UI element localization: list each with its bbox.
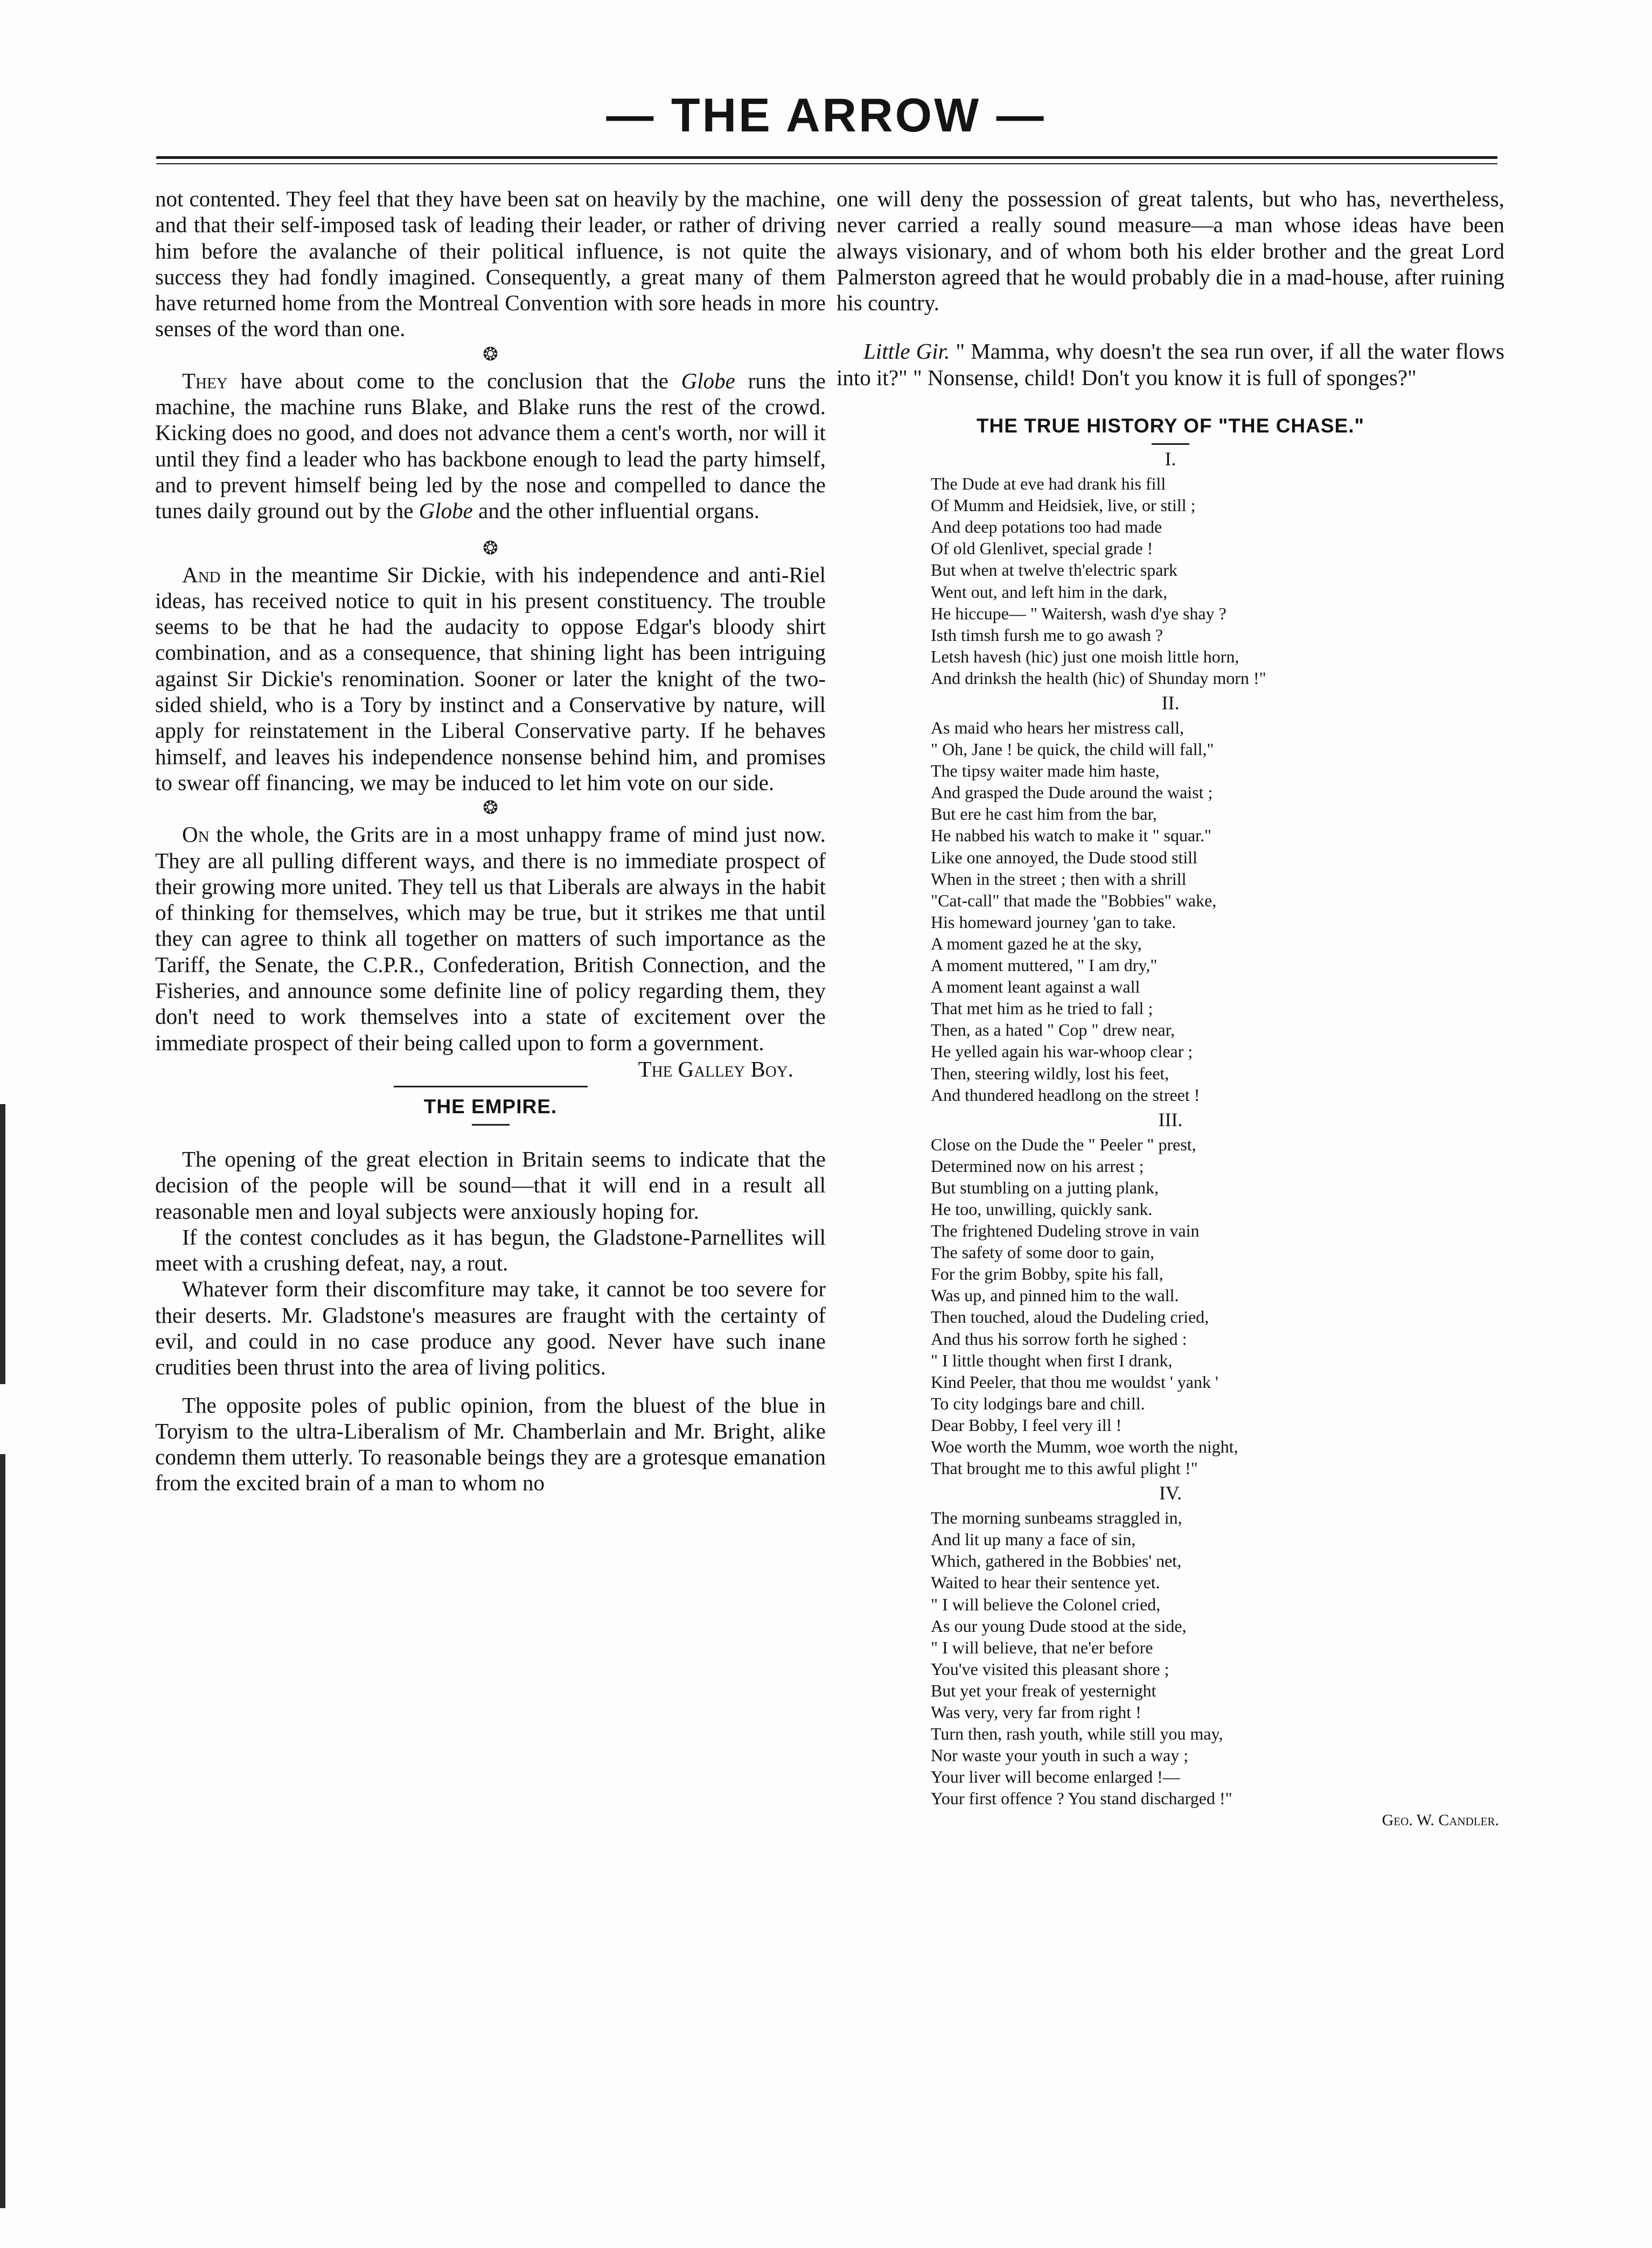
poem-line: He hiccupe— " Waitersh, wash d'ye shay ?: [931, 603, 1226, 623]
poem-signature: Geo. W. Candler.: [1382, 1811, 1499, 1829]
poem-line: " I will believe, that ne'er before: [931, 1637, 1153, 1657]
margin-scan-mark: [0, 1104, 5, 1384]
poem-line: And thus his sorrow forth he sighed :: [931, 1329, 1187, 1349]
margin-scan-mark: [0, 1454, 5, 2208]
poem-line: As maid who hears her mistress call,: [931, 718, 1184, 738]
ornament-divider: ❂: [483, 538, 498, 558]
poem-line: To city lodgings bare and chill.: [931, 1393, 1145, 1413]
poem-line: "Cat-call" that made the "Bobbies" wake,: [931, 890, 1217, 910]
poem-line: And lit up many a face of sin,: [931, 1530, 1136, 1549]
poem-line: Determined now on his arrest ;: [931, 1156, 1144, 1176]
signature: The Galley Boy.: [638, 1056, 793, 1081]
poem-line: A moment muttered, " I am dry,": [931, 955, 1158, 975]
section-title: THE EMPIRE.: [423, 1095, 557, 1118]
poem-line: But ere he cast him from the bar,: [931, 804, 1157, 824]
stanza-number: IV.: [1159, 1482, 1182, 1504]
poem-line: Then, steering wildly, lost his feet,: [931, 1063, 1169, 1083]
poem-line: He nabbed his watch to make it " squar.": [931, 826, 1212, 846]
poem-line: His homeward journey 'gan to take.: [931, 912, 1176, 932]
poem-line: The frightened Dudeling strove in vain: [931, 1221, 1200, 1241]
poem-line: Kind Peeler, that thou me wouldst ' yank ': [931, 1372, 1218, 1392]
poem-stanza: [931, 717, 1504, 1106]
poem-line: The tipsy waiter made him haste,: [931, 761, 1160, 781]
poem-line: You've visited this pleasant shore ;: [931, 1659, 1169, 1679]
poem-line: Then, as a hated " Cop " drew near,: [931, 1020, 1175, 1040]
poem-title: THE TRUE HISTORY OF "THE CHASE.": [976, 415, 1365, 437]
poem-line: That met him as he tried to fall ;: [931, 999, 1153, 1018]
poem-line: A moment gazed he at the sky,: [931, 933, 1142, 953]
paragraph: Whatever form their discomfiture may take, it cannot be too severe for their deserts. Mr. Gladstone's measures are fraught with the certainty of evil, and could in no case produce any good. Never have such inane crudities been thrust into the area of living politics.: [155, 1276, 826, 1380]
poem-line: Turn then, rash youth, while still you may,: [931, 1724, 1223, 1744]
stanza-number: II.: [1161, 692, 1180, 714]
poem-line: A moment leant against a wall: [931, 977, 1140, 997]
poem-line: Like one annoyed, the Dude stood still: [931, 847, 1198, 867]
poem-line: Went out, and left him in the dark,: [931, 582, 1168, 602]
poem-line: Waited to hear their sentence yet.: [931, 1573, 1160, 1593]
stanza-number: I.: [1165, 448, 1176, 470]
poem-line: " Oh, Jane ! be quick, the child will fall,": [931, 739, 1214, 759]
poem-line: The safety of some door to gain,: [931, 1242, 1154, 1262]
poem-line: The Dude at eve had drank his fill: [931, 474, 1166, 494]
paragraph: On the whole, the Grits are in a most unhappy frame of mind just now. They are all pulling different ways, and there is no immediate prospect of their growing more united. They tell us that Liberals are always in the habit of thinking for themselves, which may be true, but it strikes me that until they can agree to think all together on matters of such importance as the Tariff, the Senate, the C.P.R., Confederation, British Connection, and the Fisheries, and announce some definite line of policy regarding them, they don't need to work themselves into a state of excitement over the immediate prospect of their being called upon to form a government.: [155, 822, 826, 1055]
poem-line: For the grim Bobby, spite his fall,: [931, 1264, 1163, 1284]
stanza-number: III.: [1158, 1108, 1183, 1130]
paragraph: The opposite poles of public opinion, from the bluest of the blue in Toryism to the ultra-Liberalism of Mr. Chamberlain and Mr. Bright, alike condemn them utterly. To reasonable beings they are a grotesque emanation from the excited brain of a man to whom no: [155, 1392, 826, 1496]
title-rule: [472, 1124, 510, 1126]
poem-line: Woe worth the Mumm, woe worth the night,: [931, 1437, 1238, 1457]
poem-line: Of Mumm and Heidsiek, live, or still ;: [931, 495, 1196, 515]
poem-line: Nor waste your youth in such a way ;: [931, 1746, 1189, 1765]
poem-line: Letsh havesh (hic) just one moish little horn,: [931, 646, 1239, 666]
masthead-rule: [156, 156, 1497, 159]
poem-line: Was up, and pinned him to the wall.: [931, 1286, 1179, 1305]
poem-line: Was very, very far from right !: [931, 1702, 1141, 1722]
poem-line: Which, gathered in the Bobbies' net,: [931, 1551, 1182, 1571]
poem-line: But stumbling on a jutting plank,: [931, 1177, 1159, 1197]
left-column: [155, 186, 826, 1496]
poem-line: Close on the Dude the " Peeler " prest,: [931, 1134, 1196, 1154]
poem-line: And deep potations too had made: [931, 517, 1162, 537]
ornament-divider: ❂: [483, 344, 498, 365]
poem-line: When in the street ; then with a shrill: [931, 869, 1187, 889]
ornament-divider: ❂: [483, 798, 498, 819]
poem-line: " I will believe the Colonel cried,: [931, 1594, 1161, 1614]
poem-line: And thundered headlong on the street !: [931, 1085, 1200, 1105]
poem-line: That brought me to this awful plight !": [931, 1458, 1198, 1478]
paragraph: Little Gir. " Mamma, why doesn't the sea run over, if all the water flows into it?" " Nonsense, child! Don't you know it is full of sponges?": [837, 339, 1505, 390]
paragraph: If the contest concludes as it has begun, the Gladstone-Parnellites will meet with a crushing defeat, nay, a rout.: [155, 1224, 826, 1276]
poem-line: " I little thought when first I drank,: [931, 1350, 1173, 1370]
poem-line: He yelled again his war-whoop clear ;: [931, 1042, 1193, 1062]
masthead-title: — THE ARROW —: [606, 88, 1046, 142]
poem-line: Isth timsh fursh me to go awash ?: [931, 625, 1163, 645]
poem-line: But yet your freak of yesternight: [931, 1680, 1156, 1700]
masthead-rule-thin: [156, 163, 1497, 164]
poem-line: He too, unwilling, quickly sank.: [931, 1199, 1153, 1219]
poem-stanza: [931, 1134, 1504, 1479]
right-column: [837, 186, 1504, 1831]
poem-stanza: [931, 473, 1504, 689]
poem-line: The morning sunbeams straggled in,: [931, 1508, 1182, 1528]
section-rule: [394, 1086, 588, 1087]
poem-line: And drinksh the health (hic) of Shunday morn !": [931, 668, 1266, 688]
poem-line: Your liver will become enlarged !—: [931, 1767, 1180, 1787]
poem-line: Then touched, aloud the Dudeling cried,: [931, 1307, 1209, 1327]
poem-line: And grasped the Dude around the waist ;: [931, 783, 1213, 802]
poem-line: As our young Dude stood at the side,: [931, 1616, 1187, 1636]
poem-line: Of old Glenlivet, special grade !: [931, 539, 1153, 558]
paragraph: The opening of the great election in Britain seems to indicate that the decision of the people will be sound—that it will end in a result all reasonable men and loyal subjects were anxiously hoping for.: [155, 1146, 826, 1224]
paragraph: not contented. They feel that they have been sat on heavily by the machine, and that their self-imposed task of leading their leader, or rather of driving him before the avalanche of their political influence, is not quite the success they had fondly imagined. Consequently, a great many of them have returned home from the Montreal Convention with sore heads in more senses of the word than one.: [155, 186, 826, 341]
poem-stanza: [931, 1507, 1504, 1809]
poem-line: Your first offence ? You stand discharged !": [931, 1789, 1232, 1809]
paragraph: They have about come to the conclusion that the Globe runs the machine, the machine runs Blake, and Blake runs the rest of the crowd. Kicking does no good, and does not advance them a cent's worth, nor will it until they find a leader who has backbone enough to lead the party himself, and to prevent himself being led by the nose and compelled to dance the tunes daily ground out by the Globe and the other influential organs.: [155, 368, 826, 523]
poem-line: But when at twelve th'electric spark: [931, 560, 1178, 580]
paragraph: one will deny the possession of great talents, but who has, nevertheless, never carried a really sound measure—a man whose ideas have been always visionary, and of whom both his elder brother and the great Lord Palmerston agreed that he would probably die in a mad-house, after ruining his country.: [837, 186, 1504, 316]
paragraph: And in the meantime Sir Dickie, with his independence and anti-Riel ideas, has received notice to quit in his present constituency. The trouble seems to be that he had the audacity to oppose Edgar's bloody shirt combination, and as a consequence, that shining light has been intriguing against Sir Dickie's renomination. Sooner or later the knight of the two-sided shield, who is a Tory by instinct and a Conservative by nature, will apply for reinstatement in the Liberal Conservative party. If he behaves himself, and leaves his independence nonsense behind him, and promises to swear off financing, we may be induced to let him vote on our side.: [155, 562, 826, 795]
poem-line: Dear Bobby, I feel very ill !: [931, 1415, 1122, 1435]
